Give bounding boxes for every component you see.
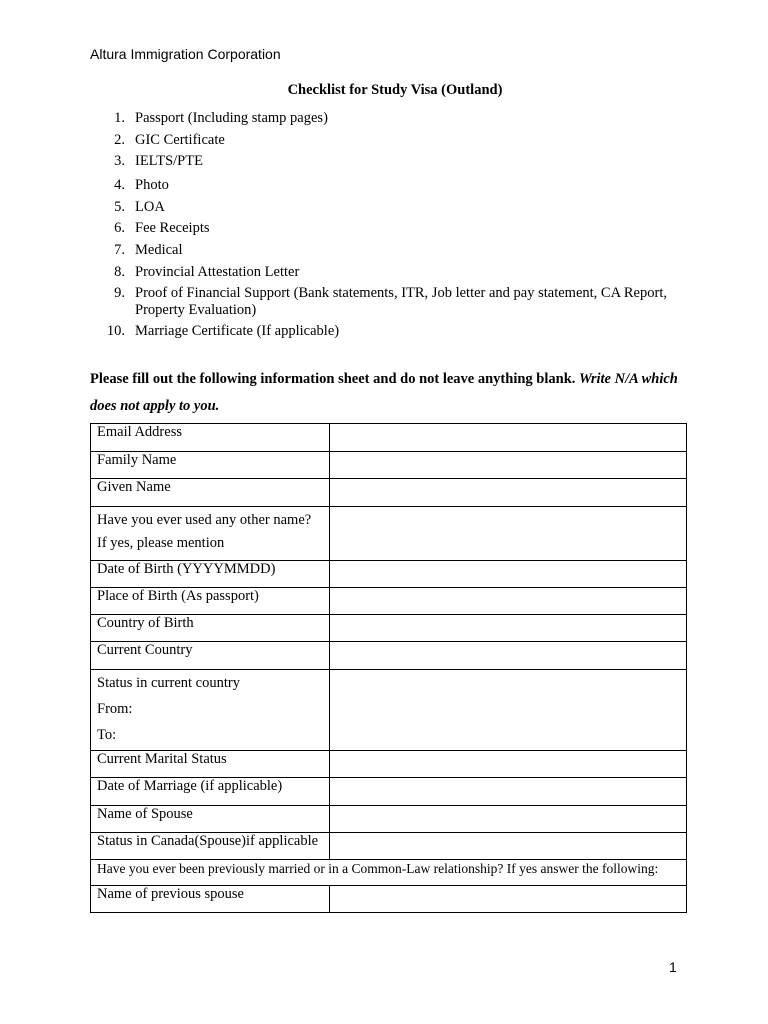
dob-label: Date of Birth (YYYYMMDD) [91,561,330,588]
instructions-italic: Write N/A which does not apply to you. [90,371,678,414]
checklist-item [90,285,670,319]
checklist-item [90,220,670,237]
page-title: Checklist for Study Visa (Outland) [287,82,503,98]
item-text: Fee Receipts [135,220,210,237]
date-marriage-label: Date of Marriage (if applicable) [91,778,330,806]
item-number: 8. [114,263,125,280]
status-label [91,670,330,751]
form-row-previous-spouse [91,886,687,913]
checklist-item [90,242,670,259]
checklist-item [90,323,670,340]
item-text: LOA [135,198,165,215]
item-number: 3. [114,153,125,170]
item-number: 9. [114,285,125,302]
spouse-name-field[interactable] [330,806,687,833]
form-row-marital-status [91,751,687,778]
country-birth-label: Country of Birth [91,615,330,642]
spouse-status-label: Status in Canada(Spouse)if applicable [91,833,330,860]
status-to-label: To: [97,727,117,743]
email-label: Email Address [91,424,330,452]
checklist-item [90,153,670,170]
item-text: Provincial Attestation Letter [135,263,300,280]
status-from-label: From: [97,701,133,717]
form-row-date-marriage [91,778,687,806]
pob-label: Place of Birth (As passport) [91,588,330,615]
item-number: 6. [114,220,125,237]
item-number: 5. [114,198,125,215]
item-number: 7. [114,241,125,258]
other-name-field[interactable] [330,507,687,561]
form-row-pob [91,588,687,615]
instructions [90,366,690,420]
form-row-other-name [91,507,687,561]
current-country-label: Current Country [91,642,330,670]
status-current-label: Status in current country [97,675,240,691]
form-row-current-country [91,642,687,670]
checklist-item [90,132,670,149]
family-name-field[interactable] [330,452,687,479]
form-row-email [91,424,687,452]
country-birth-field[interactable] [330,615,687,642]
information-form [90,423,687,913]
form-row-spouse-name [91,806,687,833]
spouse-name-label: Name of Spouse [91,806,330,833]
given-name-field[interactable] [330,479,687,507]
item-number: 4. [114,177,125,194]
form-row-status [91,670,687,751]
checklist-item [90,199,670,216]
checklist-item [90,177,670,194]
previous-marriage-question: Have you ever been previously married or in a Common-Law relationship? If yes answer the following: [91,860,687,886]
item-text: IELTS/PTE [135,153,203,170]
status-field[interactable] [330,670,687,751]
previous-spouse-label: Name of previous spouse [91,886,330,913]
form-row-country-birth [91,615,687,642]
page-number: 1 [669,959,677,975]
marital-status-field[interactable] [330,751,687,778]
pob-field[interactable] [330,588,687,615]
other-name-subtext: If yes, please mention [97,535,225,551]
document-checklist [90,110,670,345]
previous-spouse-field[interactable] [330,886,687,913]
instructions-bold: Please fill out the following information sheet and do not leave anything blank. [90,371,576,387]
checklist-item [90,110,670,127]
date-marriage-field[interactable] [330,778,687,806]
dob-field[interactable] [330,561,687,588]
checklist-item [90,264,670,281]
item-text: Passport (Including stamp pages) [135,110,328,126]
item-number: 10. [106,323,125,340]
current-country-field[interactable] [330,642,687,670]
item-number: 2. [114,131,125,148]
family-name-label: Family Name [91,452,330,479]
item-text: Marriage Certificate (If applicable) [135,323,340,340]
item-number: 1. [114,110,125,126]
item-text: Medical [135,241,183,258]
company-name: Altura Immigration Corporation [90,46,281,62]
email-field[interactable] [330,424,687,452]
form-row-spouse-status [91,833,687,860]
form-row-previous-marriage [91,860,687,886]
item-text: GIC Certificate [135,131,225,148]
marital-status-label: Current Marital Status [91,751,330,778]
other-name-label [91,507,330,561]
spouse-status-field[interactable] [330,833,687,860]
form-row-dob [91,561,687,588]
form-row-given-name [91,479,687,507]
item-text: Photo [135,177,169,194]
form-row-family-name [91,452,687,479]
given-name-label: Given Name [91,479,330,507]
other-name-question: Have you ever used any other name? [97,512,312,528]
item-text: Proof of Financial Support (Bank statements, ITR, Job letter and pay statement, CA Report, Property Evaluation) [135,285,667,319]
